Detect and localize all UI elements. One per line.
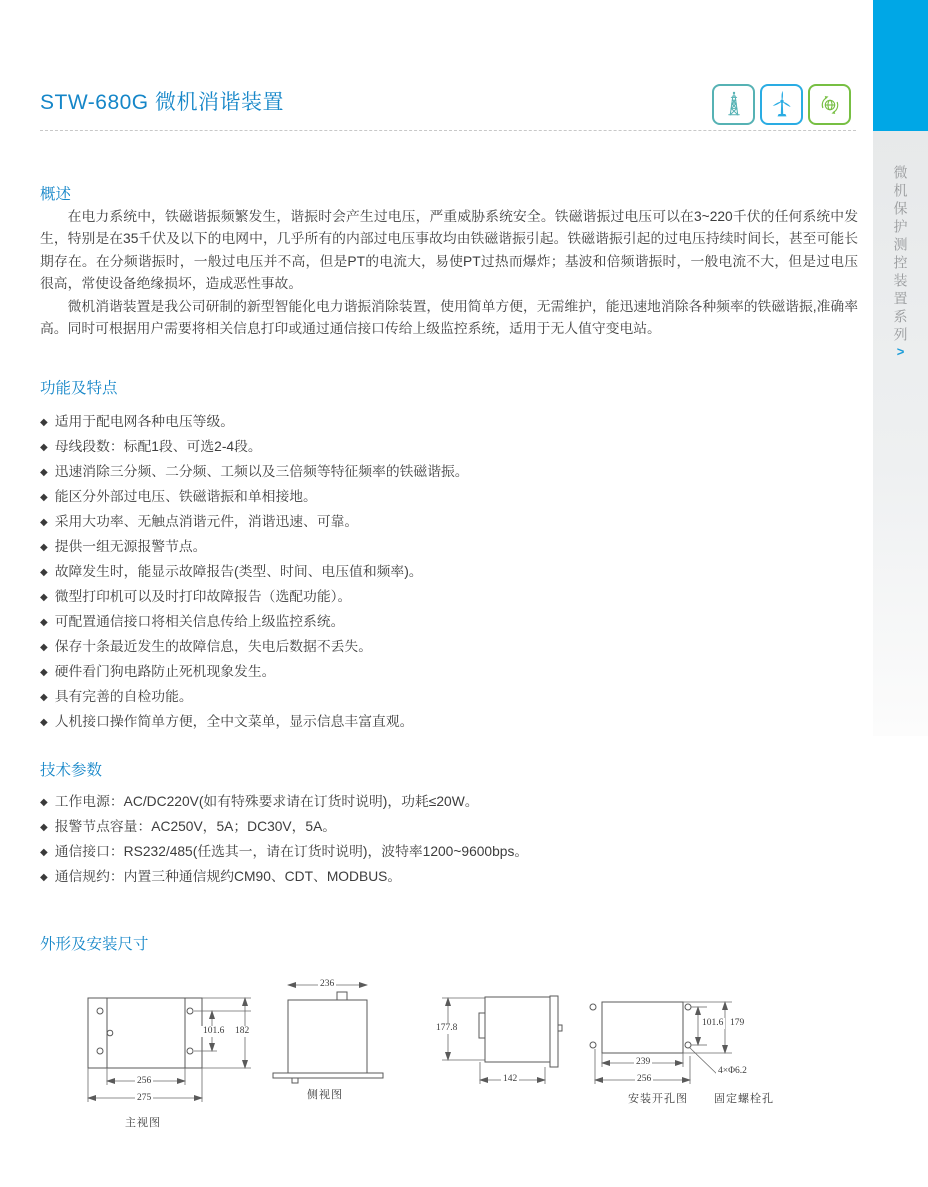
- bullet-diamond-icon: ◆: [40, 692, 48, 703]
- profile-view-drawing: [433, 983, 573, 1095]
- cutout-view-drawing: [586, 988, 796, 1108]
- drawing-caption: 安装开孔图: [628, 1093, 688, 1105]
- dimension-label: 179: [730, 1018, 745, 1028]
- spec-text: 报警节点容量：AC250V，5A；DC30V，5A。: [54, 819, 337, 834]
- front-view-drawing: [83, 993, 293, 1133]
- bullet-diamond-icon: ◆: [40, 717, 48, 728]
- section-heading-overview: 概述: [40, 186, 72, 203]
- dimension-label: 101.6: [702, 1018, 724, 1028]
- feature-item: [40, 685, 469, 710]
- bullet-diamond-icon: ◆: [40, 517, 48, 528]
- spec-item: [40, 815, 528, 840]
- feature-text: 提供一组无源报警节点。: [54, 539, 207, 554]
- dimension-label: 142: [503, 1074, 518, 1084]
- feature-text: 可配置通信接口将相关信息传给上级监控系统。: [54, 614, 345, 629]
- header-icons: [712, 84, 851, 125]
- section-heading-specs: 技术参数: [40, 762, 103, 779]
- feature-item: [40, 510, 469, 535]
- bullet-diamond-icon: ◆: [40, 417, 48, 428]
- feature-item: [40, 410, 469, 435]
- dimension-label: 275: [137, 1093, 152, 1103]
- feature-item: [40, 635, 469, 660]
- feature-text: 微型打印机可以及时打印故障报告（选配功能）。: [54, 589, 352, 604]
- bullet-diamond-icon: ◆: [40, 492, 48, 503]
- feature-item: [40, 660, 469, 685]
- header-divider: [40, 130, 856, 131]
- drawing-caption: 侧视图: [307, 1089, 343, 1101]
- section-heading-dimensions: 外形及安装尺寸: [40, 936, 149, 953]
- bullet-diamond-icon: ◆: [40, 822, 48, 833]
- feature-item: [40, 535, 469, 560]
- bullet-diamond-icon: ◆: [40, 542, 48, 553]
- overview-paragraph: 在电力系统中，铁磁谐振频繁发生，谐振时会产生过电压，严重威胁系统安全。铁磁谐振过电压可以在3~220千伏的任何系统中发生，特别是在35千伏及以下的电网中，几乎所有的内部过电压事故均由铁磁谐振引起。铁磁谐振引起的过电压持续时间长，甚至可能长期存在。在分频谐振时，一般过电压并不高，但是PT的电流大，易使PT过热而爆炸；基波和倍频谐振时，一般电流不大，但是过电压很高，常使设备绝缘损坏，造成恶性事故。: [40, 209, 858, 292]
- page-title: STW-680G 微机消谐装置: [40, 91, 284, 114]
- bullet-diamond-icon: ◆: [40, 442, 48, 453]
- feature-text: 能区分外部过电压、铁磁谐振和单相接地。: [54, 489, 317, 504]
- drawing-caption: 固定螺栓孔: [714, 1093, 774, 1105]
- recycle-globe-icon: [808, 84, 851, 125]
- feature-item: [40, 610, 469, 635]
- side-view-drawing: [268, 978, 398, 1103]
- spec-item: [40, 790, 528, 815]
- transmission-tower-icon: [712, 84, 755, 125]
- spec-text: 通信接口：RS232/485(任选其一，请在订货时说明)，波特率1200~9600bps。: [54, 844, 529, 859]
- feature-text: 母线段数：标配1段、可选2-4段。: [54, 439, 262, 454]
- bullet-diamond-icon: ◆: [40, 797, 48, 808]
- bullet-diamond-icon: ◆: [40, 642, 48, 653]
- bullet-diamond-icon: ◆: [40, 467, 48, 478]
- bullet-diamond-icon: ◆: [40, 667, 48, 678]
- section-heading-features: 功能及特点: [40, 380, 118, 397]
- bullet-diamond-icon: ◆: [40, 617, 48, 628]
- spec-text: 通信规约：内置三种通信规约CM90、CDT、MODBUS。: [54, 869, 402, 884]
- spec-item: [40, 865, 528, 890]
- feature-text: 故障发生时，能显示故障报告(类型、时间、电压值和频率)。: [54, 564, 423, 579]
- dimension-label: 256: [637, 1074, 652, 1084]
- dimension-label: 177.8: [436, 1023, 458, 1033]
- dimension-label: 236: [320, 979, 335, 989]
- chevron-right-icon: >: [896, 344, 905, 359]
- spec-item: [40, 840, 528, 865]
- feature-item: [40, 560, 469, 585]
- features-list: [40, 410, 469, 735]
- bullet-diamond-icon: ◆: [40, 592, 48, 603]
- feature-text: 硬件看门狗电路防止死机现象发生。: [54, 664, 276, 679]
- dimension-label: 239: [636, 1057, 651, 1067]
- dimension-label: 101.6: [203, 1026, 225, 1036]
- corner-accent-block: [873, 0, 928, 131]
- dimension-label: 256: [137, 1076, 152, 1086]
- feature-text: 保存十条最近发生的故障信息，失电后数据不丢失。: [54, 639, 373, 654]
- feature-text: 适用于配电网各种电压等级。: [54, 414, 235, 429]
- specs-list: [40, 790, 528, 890]
- feature-item: [40, 485, 469, 510]
- feature-text: 迅速消除三分频、二分频、工频以及三倍频等特征频率的铁磁谐振。: [54, 464, 469, 479]
- feature-item: [40, 460, 469, 485]
- overview-body: [40, 206, 858, 340]
- feature-text: 具有完善的自检功能。: [54, 689, 193, 704]
- overview-paragraph: 微机消谐装置是我公司研制的新型智能化电力谐振消除装置，使用简单方便，无需维护，能迅速地消除各种频率的铁磁谐振,准确率高。同时可根据用户需要将相关信息打印或通过通信接口传给上级监控系统，适用于无人值守变电站。: [40, 298, 858, 337]
- bullet-diamond-icon: ◆: [40, 847, 48, 858]
- dimension-label: 182: [235, 1026, 250, 1036]
- feature-item: [40, 585, 469, 610]
- wind-turbine-icon: [760, 84, 803, 125]
- feature-text: 采用大功率、无触点消谐元件，消谐迅速、可靠。: [54, 514, 359, 529]
- feature-item: [40, 710, 469, 735]
- spec-text: 工作电源：AC/DC220V(如有特殊要求请在订货时说明)，功耗≤20W。: [54, 794, 479, 809]
- dimension-label: 4×Φ6.2: [718, 1066, 747, 1076]
- series-vertical-label: 微机保护测控装置系列: [892, 165, 909, 345]
- drawing-caption: 主视图: [125, 1117, 161, 1129]
- bullet-diamond-icon: ◆: [40, 872, 48, 883]
- feature-text: 人机接口操作简单方便，全中文菜单，显示信息丰富直观。: [54, 714, 414, 729]
- feature-item: [40, 435, 469, 460]
- bullet-diamond-icon: ◆: [40, 567, 48, 578]
- series-sidebar: [873, 131, 928, 736]
